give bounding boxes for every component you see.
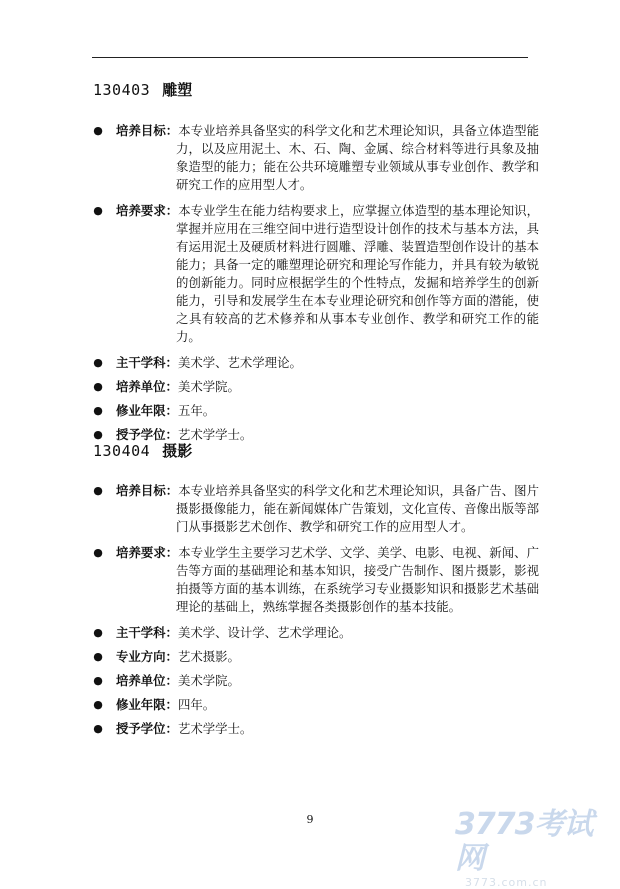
item-label: 授予学位： bbox=[116, 721, 178, 736]
bullet-icon: ● bbox=[93, 650, 103, 663]
item-text: 艺术学学士。 bbox=[177, 721, 253, 736]
section-title bbox=[93, 441, 539, 461]
item-label: 主干学科： bbox=[116, 625, 178, 640]
item-text: 美术学院。 bbox=[177, 673, 240, 688]
list-item bbox=[93, 202, 539, 346]
item-label: 授予学位： bbox=[116, 427, 178, 442]
list-item bbox=[93, 122, 539, 194]
item-label: 主干学科： bbox=[116, 355, 178, 370]
item-text: 本专业学生在能力结构要求上，应掌握立体造型的基本理论知识，掌握并应用在三维空间中进行造型设计创作的技术与基本方法，具有运用泥土及硬质材料进行圆雕、浮雕、装置造型创作设计的基本能力；具备一定的雕塑理论研究和理论写作能力，并具有较为敏锐的创新能力。同时应根据学生的个性特点，发掘和培养学生的创新能力，引导和发展学生在本专业理论研究和创作等方面的潜能，使之具有较高的艺术修养和从事本专业创作、教学和研究工作的能力。 bbox=[176, 203, 540, 344]
item-label: 修业年限： bbox=[116, 697, 178, 712]
bullet-icon: ● bbox=[93, 356, 103, 369]
bullet-icon: ● bbox=[93, 380, 103, 393]
watermark-logo-text: 3773考试网 bbox=[455, 807, 593, 876]
item-label: 培养要求： bbox=[116, 545, 179, 560]
major-code: 130403 bbox=[93, 81, 151, 99]
list-item bbox=[93, 672, 539, 690]
page-number: 9 bbox=[306, 813, 314, 826]
list-item bbox=[93, 378, 539, 396]
bullet-icon: ● bbox=[93, 428, 103, 441]
bullet-icon: ● bbox=[93, 546, 103, 559]
item-label: 培养要求： bbox=[116, 203, 179, 218]
major-name: 摄影 bbox=[162, 442, 193, 460]
item-label: 专业方向： bbox=[116, 649, 178, 664]
list-item bbox=[93, 648, 539, 666]
bullet-icon: ● bbox=[93, 484, 103, 497]
list-item bbox=[93, 696, 539, 714]
item-text: 美术学、设计学、艺术学理论。 bbox=[177, 625, 352, 640]
item-label: 培养目标： bbox=[116, 123, 179, 138]
item-list bbox=[93, 482, 539, 738]
item-text: 本专业学生主要学习艺术学、文学、美学、电影、电视、新闻、广告等方面的基础理论和基本知识，接受广告制作、图片摄影，影视拍摄等方面的基本训练，在系统学习专业摄影知识和摄影艺术基础理论的基础上，熟练掌握各类摄影创作的基本技能。 bbox=[176, 545, 540, 614]
item-text: 四年。 bbox=[177, 697, 216, 712]
list-item bbox=[93, 624, 539, 642]
list-item bbox=[93, 482, 539, 536]
list-item bbox=[93, 402, 539, 420]
list-item bbox=[93, 544, 539, 616]
watermark-url: 3773.com.cn bbox=[465, 876, 548, 889]
item-label: 培养单位： bbox=[116, 379, 178, 394]
major-name: 雕塑 bbox=[162, 81, 193, 99]
item-text: 美术学、艺术学理论。 bbox=[177, 355, 302, 370]
bullet-icon: ● bbox=[93, 204, 103, 217]
watermark-logo bbox=[455, 808, 605, 889]
bullet-icon: ● bbox=[93, 698, 103, 711]
major-code: 130404 bbox=[93, 442, 151, 460]
item-text: 艺术学学士。 bbox=[177, 427, 253, 442]
section-title bbox=[93, 80, 539, 100]
item-text: 本专业培养具备坚实的科学文化和艺术理论知识，具备立体造型能力，以及应用泥土、木、石、陶、金属、综合材料等进行具象及抽象造型的能力；能在公共环境雕塑专业领域从事专业创作、教学和研究工作的应用型人才。 bbox=[176, 123, 540, 192]
section-photography bbox=[93, 441, 539, 738]
item-text: 美术学院。 bbox=[177, 379, 240, 394]
list-item bbox=[93, 354, 539, 372]
item-list bbox=[93, 122, 539, 444]
list-item bbox=[93, 720, 539, 738]
section-sculpture bbox=[93, 80, 539, 444]
item-text: 本专业培养具备坚实的科学文化和艺术理论知识，具备广告、图片摄影摄像能力，能在新闻媒体广告策划，文化宣传、音像出版等部门从事摄影艺术创作、教学和研究工作的应用型人才。 bbox=[176, 483, 540, 534]
bullet-icon: ● bbox=[93, 626, 103, 639]
item-label: 培养单位： bbox=[116, 673, 178, 688]
bullet-icon: ● bbox=[93, 124, 103, 137]
item-label: 培养目标： bbox=[116, 483, 179, 498]
bullet-icon: ● bbox=[93, 404, 103, 417]
bullet-icon: ● bbox=[93, 674, 103, 687]
bullet-icon: ● bbox=[93, 722, 103, 735]
item-text: 五年。 bbox=[177, 403, 216, 418]
item-text: 艺术摄影。 bbox=[177, 649, 240, 664]
header-rule bbox=[92, 57, 528, 58]
item-label: 修业年限： bbox=[116, 403, 178, 418]
